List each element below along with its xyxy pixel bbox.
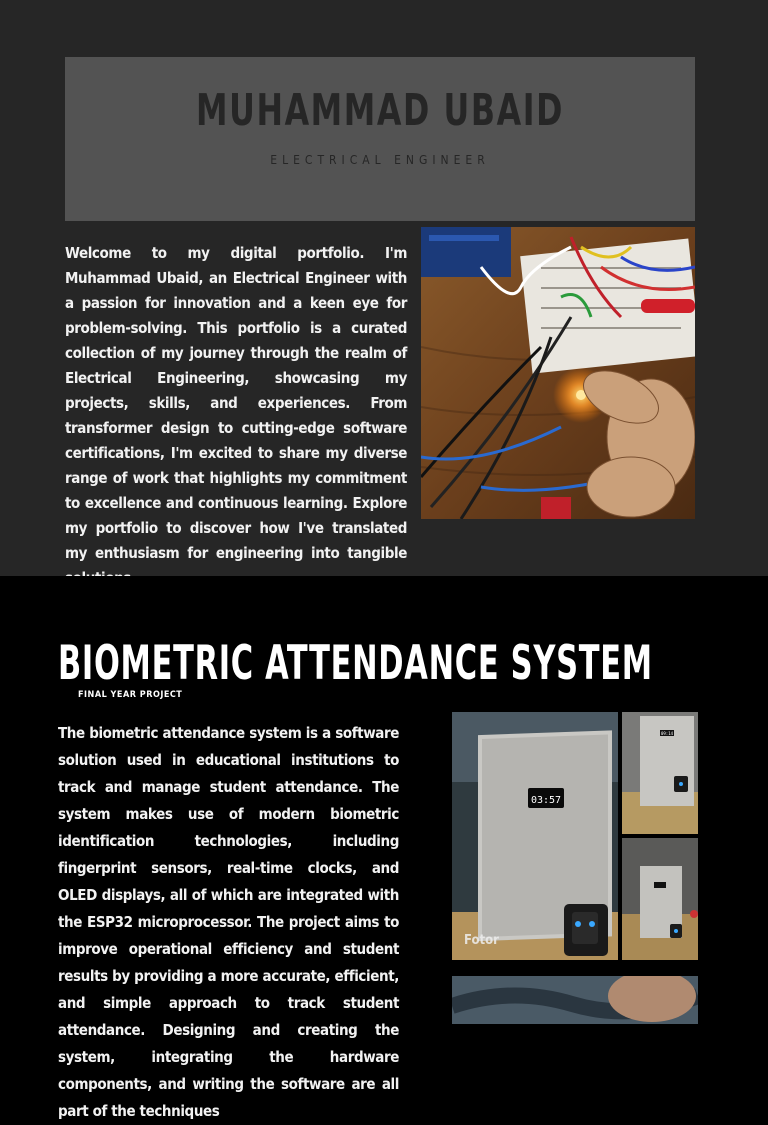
project-description: The biometric attendance system is a software solution used in educational institutions to track and manage student attendance. The system makes use of modern biometric identification technologies, including fingerprint sensors, real-time clocks, and OLED displays, all of which are integrated with the ESP32 microprocessor. The project aims to improve operational efficiency and student results by providing a more accurate, efficient, and simple approach to track student attendance. Designing and creating the system, integrating the hardware components, and writing the software are all part of the techniques	[58, 724, 399, 1120]
display-time-text: 03:57	[530, 795, 562, 806]
intro-paragraph: Welcome to my digital portfolio. I'm Muhammad Ubaid, an Electrical Engineer with a passion for innovation and a keen eye for problem-solving. This portfolio is a curated collection of my journey through the realm of Electrical Engineering, showcasing my projects, skills, and experiences. From transformer design to cutting-edge software certifications, I'm excited to share my diverse range of work that highlights my commitment to excellence and continuous learning. Explore my portfolio to discover how I've translated my enthusiasm for engineering into tangible	[65, 244, 407, 562]
page-title: MUHAMMAD UBAID	[196, 85, 564, 136]
project-photo-collage	[452, 712, 698, 1024]
breadboard-circuit-photo	[421, 227, 695, 519]
job-title: ELECTRICAL ENGINEER	[270, 153, 490, 167]
header-banner	[65, 57, 695, 221]
device-side-photo	[622, 712, 698, 834]
device-front-photo	[452, 712, 618, 960]
display-time-small: 09:14	[660, 731, 674, 736]
project-title: BIOMETRIC ATTENDANCE SYSTEM	[58, 636, 653, 691]
project-subtitle: FINAL YEAR PROJECT	[78, 690, 183, 700]
photo-watermark: Fotor	[464, 933, 499, 948]
device-angle-photo	[622, 838, 698, 960]
fingerprint-scan-photo	[452, 976, 698, 1024]
